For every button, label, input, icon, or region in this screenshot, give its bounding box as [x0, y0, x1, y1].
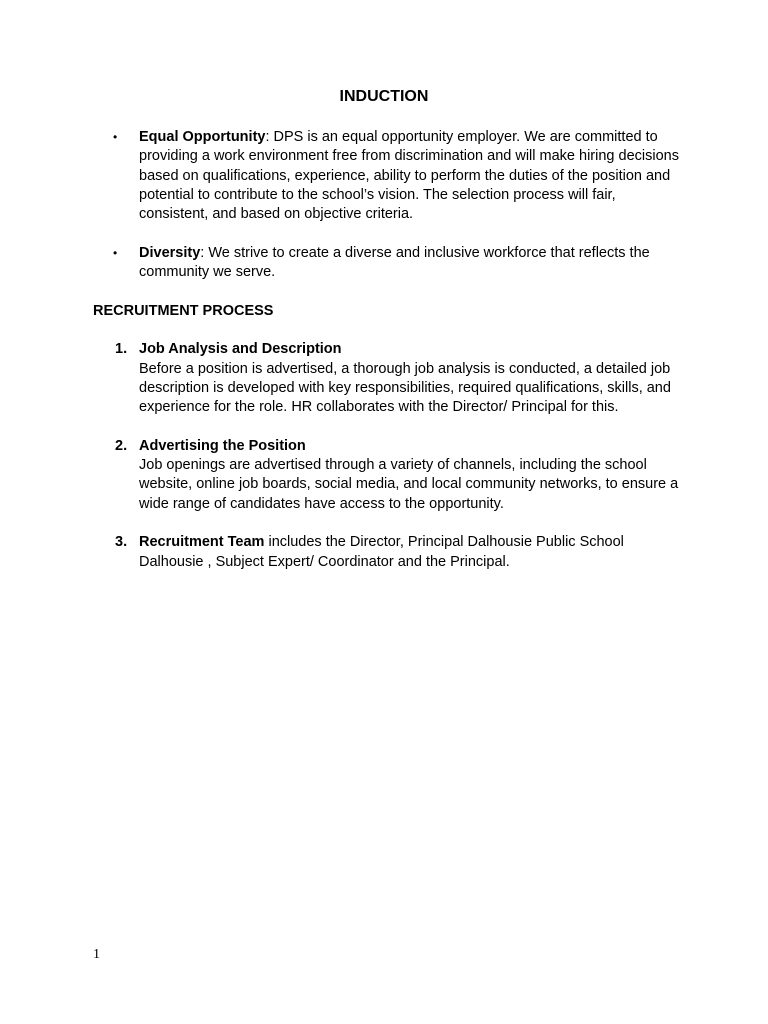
step-heading: Advertising the Position	[139, 437, 306, 454]
bullet-text: : DPS is an equal opportunity employer. We are committed to providing a work environment free from discrimination and will make hiring decisions based on qualifications, experience, ability to perform the duties of the position and potential to contribute to the school’s vision. The selection process will fair, consistent, and based on objective criteria.	[139, 129, 679, 223]
bullet-text: : We strive to create a diverse and inclusive workforce that reflects the community we serve.	[139, 244, 650, 281]
step-number: 2.	[115, 437, 128, 454]
bullet-marker: •	[113, 245, 118, 260]
step-item-advertising	[93, 437, 683, 514]
step-item-job-analysis	[93, 340, 683, 417]
page-title: INDUCTION	[339, 88, 429, 105]
step-body: includes the Director, Principal Dalhousie Public School Dalhousie , Subject Expert/ Coordinator and the Principal.	[139, 534, 624, 570]
bullet-item-diversity	[93, 244, 683, 283]
step-number: 1.	[115, 341, 128, 358]
step-item-recruitment-team	[93, 533, 683, 572]
page-number: 1	[93, 947, 100, 962]
bullet-label: Diversity	[139, 244, 201, 261]
step-number: 3.	[115, 534, 128, 551]
step-heading: Job Analysis and Description	[139, 341, 342, 358]
step-body: Before a position is advertised, a thorough job analysis is conducted, a detailed job description is developed with key responsibilities, required qualifications, skills, and experience for the role. HR collaborates with the Director/ Principal for this.	[139, 360, 671, 416]
step-body: Job openings are advertised through a variety of channels, including the school website, online job boards, social media, and local community networks, to ensure a wide range of candidates have access to the opportunity.	[139, 457, 679, 512]
bullet-item-equal-opportunity	[93, 128, 683, 224]
bullet-marker: •	[113, 130, 118, 144]
document-body	[93, 128, 683, 572]
bullet-label: Equal Opportunity	[139, 129, 266, 145]
section-heading: RECRUITMENT PROCESS	[93, 302, 274, 319]
step-heading: Recruitment Team	[139, 534, 265, 551]
